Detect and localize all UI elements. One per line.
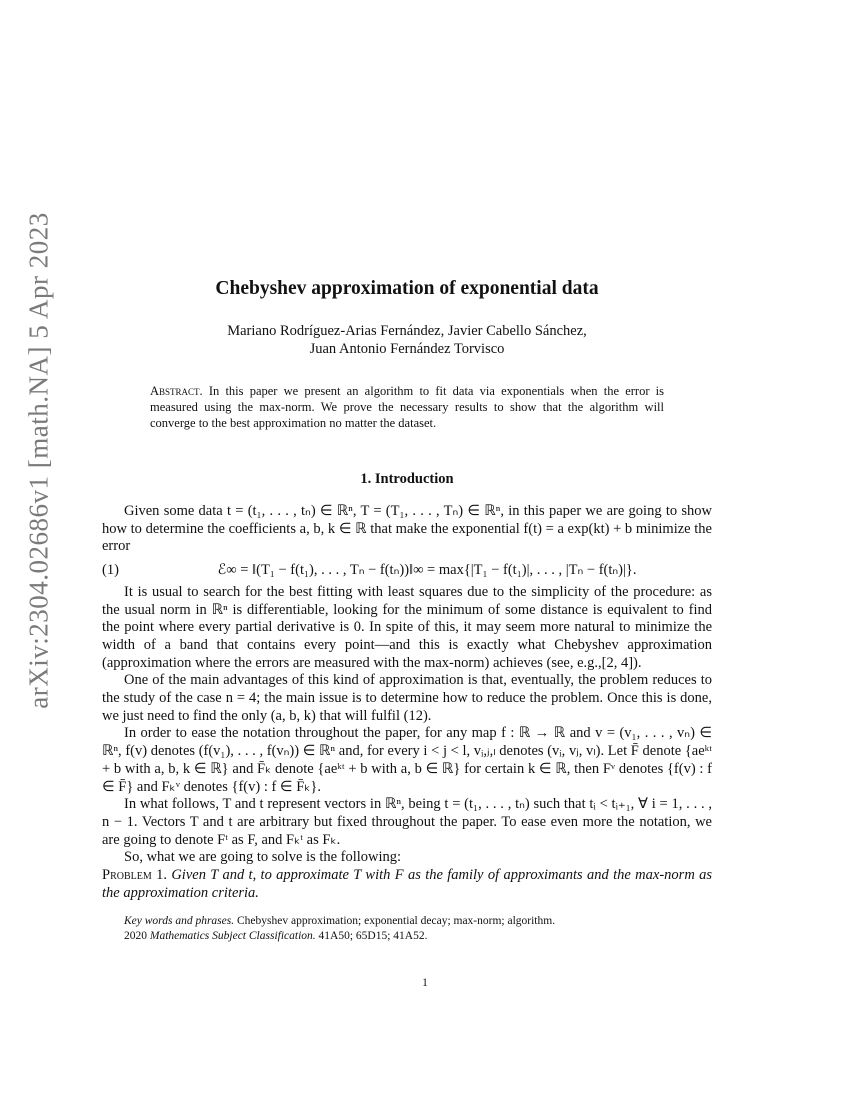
equation-1	[102, 562, 712, 580]
abstract-text: In this paper we present an algorithm to fit data via exponentials when the error is measured using the max-norm. We prove the necessary results to show that the algorithm will converge to the best approximation no matter the dataset.	[150, 384, 664, 430]
introduction-body	[102, 503, 712, 902]
keywords-label: Key words and phrases.	[124, 915, 235, 928]
paper-page	[102, 270, 712, 944]
page-number: 1	[422, 977, 428, 989]
problem-text: Given T and t, to approximate T with F as the family of approximants and the max-norm as the approximation criteria.	[102, 867, 713, 901]
msc-footnote	[102, 929, 712, 944]
msc-codes: 41A50; 65D15; 41A52.	[318, 930, 428, 943]
msc-year: 2020	[124, 930, 147, 943]
authors-block	[102, 322, 712, 358]
equation-number: (1)	[102, 562, 119, 579]
authors-line-2: Juan Antonio Fernández Torvisco	[309, 341, 505, 357]
authors-line-1: Mariano Rodríguez-Arias Fernández, Javier Cabello Sánchez,	[227, 323, 587, 339]
problem-label: Problem 1.	[102, 867, 167, 884]
msc-label: Mathematics Subject Classification.	[149, 930, 316, 943]
abstract-label: Abstract.	[150, 384, 203, 398]
paragraph-2: It is usual to search for the best fitting with least squares due to the simplicity of the procedure: as the usual norm in ℝⁿ is differentiable, looking for the minimum of some distance is equivalent to find the point where every partial derivative is 0. In spite of this, it may seem more natural to minimize the width of a band that contains every point—and this is exactly what Chebyshev approximation (approximation where the errors are measured with the max-norm) achieves (see, e.g.,[2, 4]).	[102, 583, 712, 671]
footnotes	[102, 914, 712, 944]
paragraph-4: In order to ease the notation throughout the paper, for any map f : ℝ → ℝ and v = (v₁, . . . , vₙ) ∈ ℝⁿ, f(v) denotes (f(v₁), . . . , f(vₙ)) ∈ ℝⁿ and, for every i < j < l, vᵢ,ⱼ,ₗ denotes (vᵢ, vⱼ, vₗ). Let F̄ denote {aeᵏᵗ + b with a, b, k ∈ ℝ} and F̄ₖ denote {aeᵏᵗ + b with a, b ∈ ℝ} for certain k ∈ ℝ, then Fᵛ denotes {f(v) : f ∈ F̄} and Fₖᵛ denotes {f(v) : f ∈ F̄ₖ}.	[102, 725, 712, 795]
keywords-footnote	[102, 914, 712, 929]
section-heading-introduction: 1. Introduction	[360, 471, 454, 487]
paragraph-1: Given some data t = (t₁, . . . , tₙ) ∈ ℝⁿ, T = (T₁, . . . , Tₙ) ∈ ℝⁿ, in this paper we are going to show how to determine the coefficients a, b, k ∈ ℝ that make the exponential f(t) = a exp(kt) + b minimize the error	[102, 503, 712, 555]
paragraph-6: So, what we are going to solve is the following:	[124, 849, 402, 866]
arxiv-side-stamp	[8, 211, 70, 709]
paragraph-3: One of the main advantages of this kind of approximation is that, eventually, the problem reduces to the study of the case n = 4; the main issue is to determine how to reduce the problem. Once this is done, we just need to find the only (a, b, k) that will fulfil (12).	[102, 672, 712, 724]
equation-body: ℰ∞ = ‖(T₁ − f(t₁), . . . , Tₙ − f(tₙ))‖∞ = max{|T₁ − f(t₁)|, . . . , |Tₙ − f(tₙ)|}.	[217, 562, 637, 579]
problem-1	[102, 867, 712, 902]
paragraph-5: In what follows, T and t represent vectors in ℝⁿ, being t = (t₁, . . . , tₙ) such that tᵢ < tᵢ₊₁, ∀ i = 1, . . . , n − 1. Vectors T and t are arbitrary but fixed throughout the paper. To ease even more the notation, we are going to denote Fᵗ as F, and Fₖᵗ as Fₖ.	[102, 796, 712, 848]
keywords-text: Chebyshev approximation; exponential decay; max-norm; algorithm.	[236, 915, 556, 928]
arxiv-identifier: arXiv:2304.02686v1 [math.NA] 5 Apr 2023	[23, 211, 54, 709]
abstract	[150, 383, 664, 431]
paper-title: Chebyshev approximation of exponential data	[215, 278, 599, 299]
